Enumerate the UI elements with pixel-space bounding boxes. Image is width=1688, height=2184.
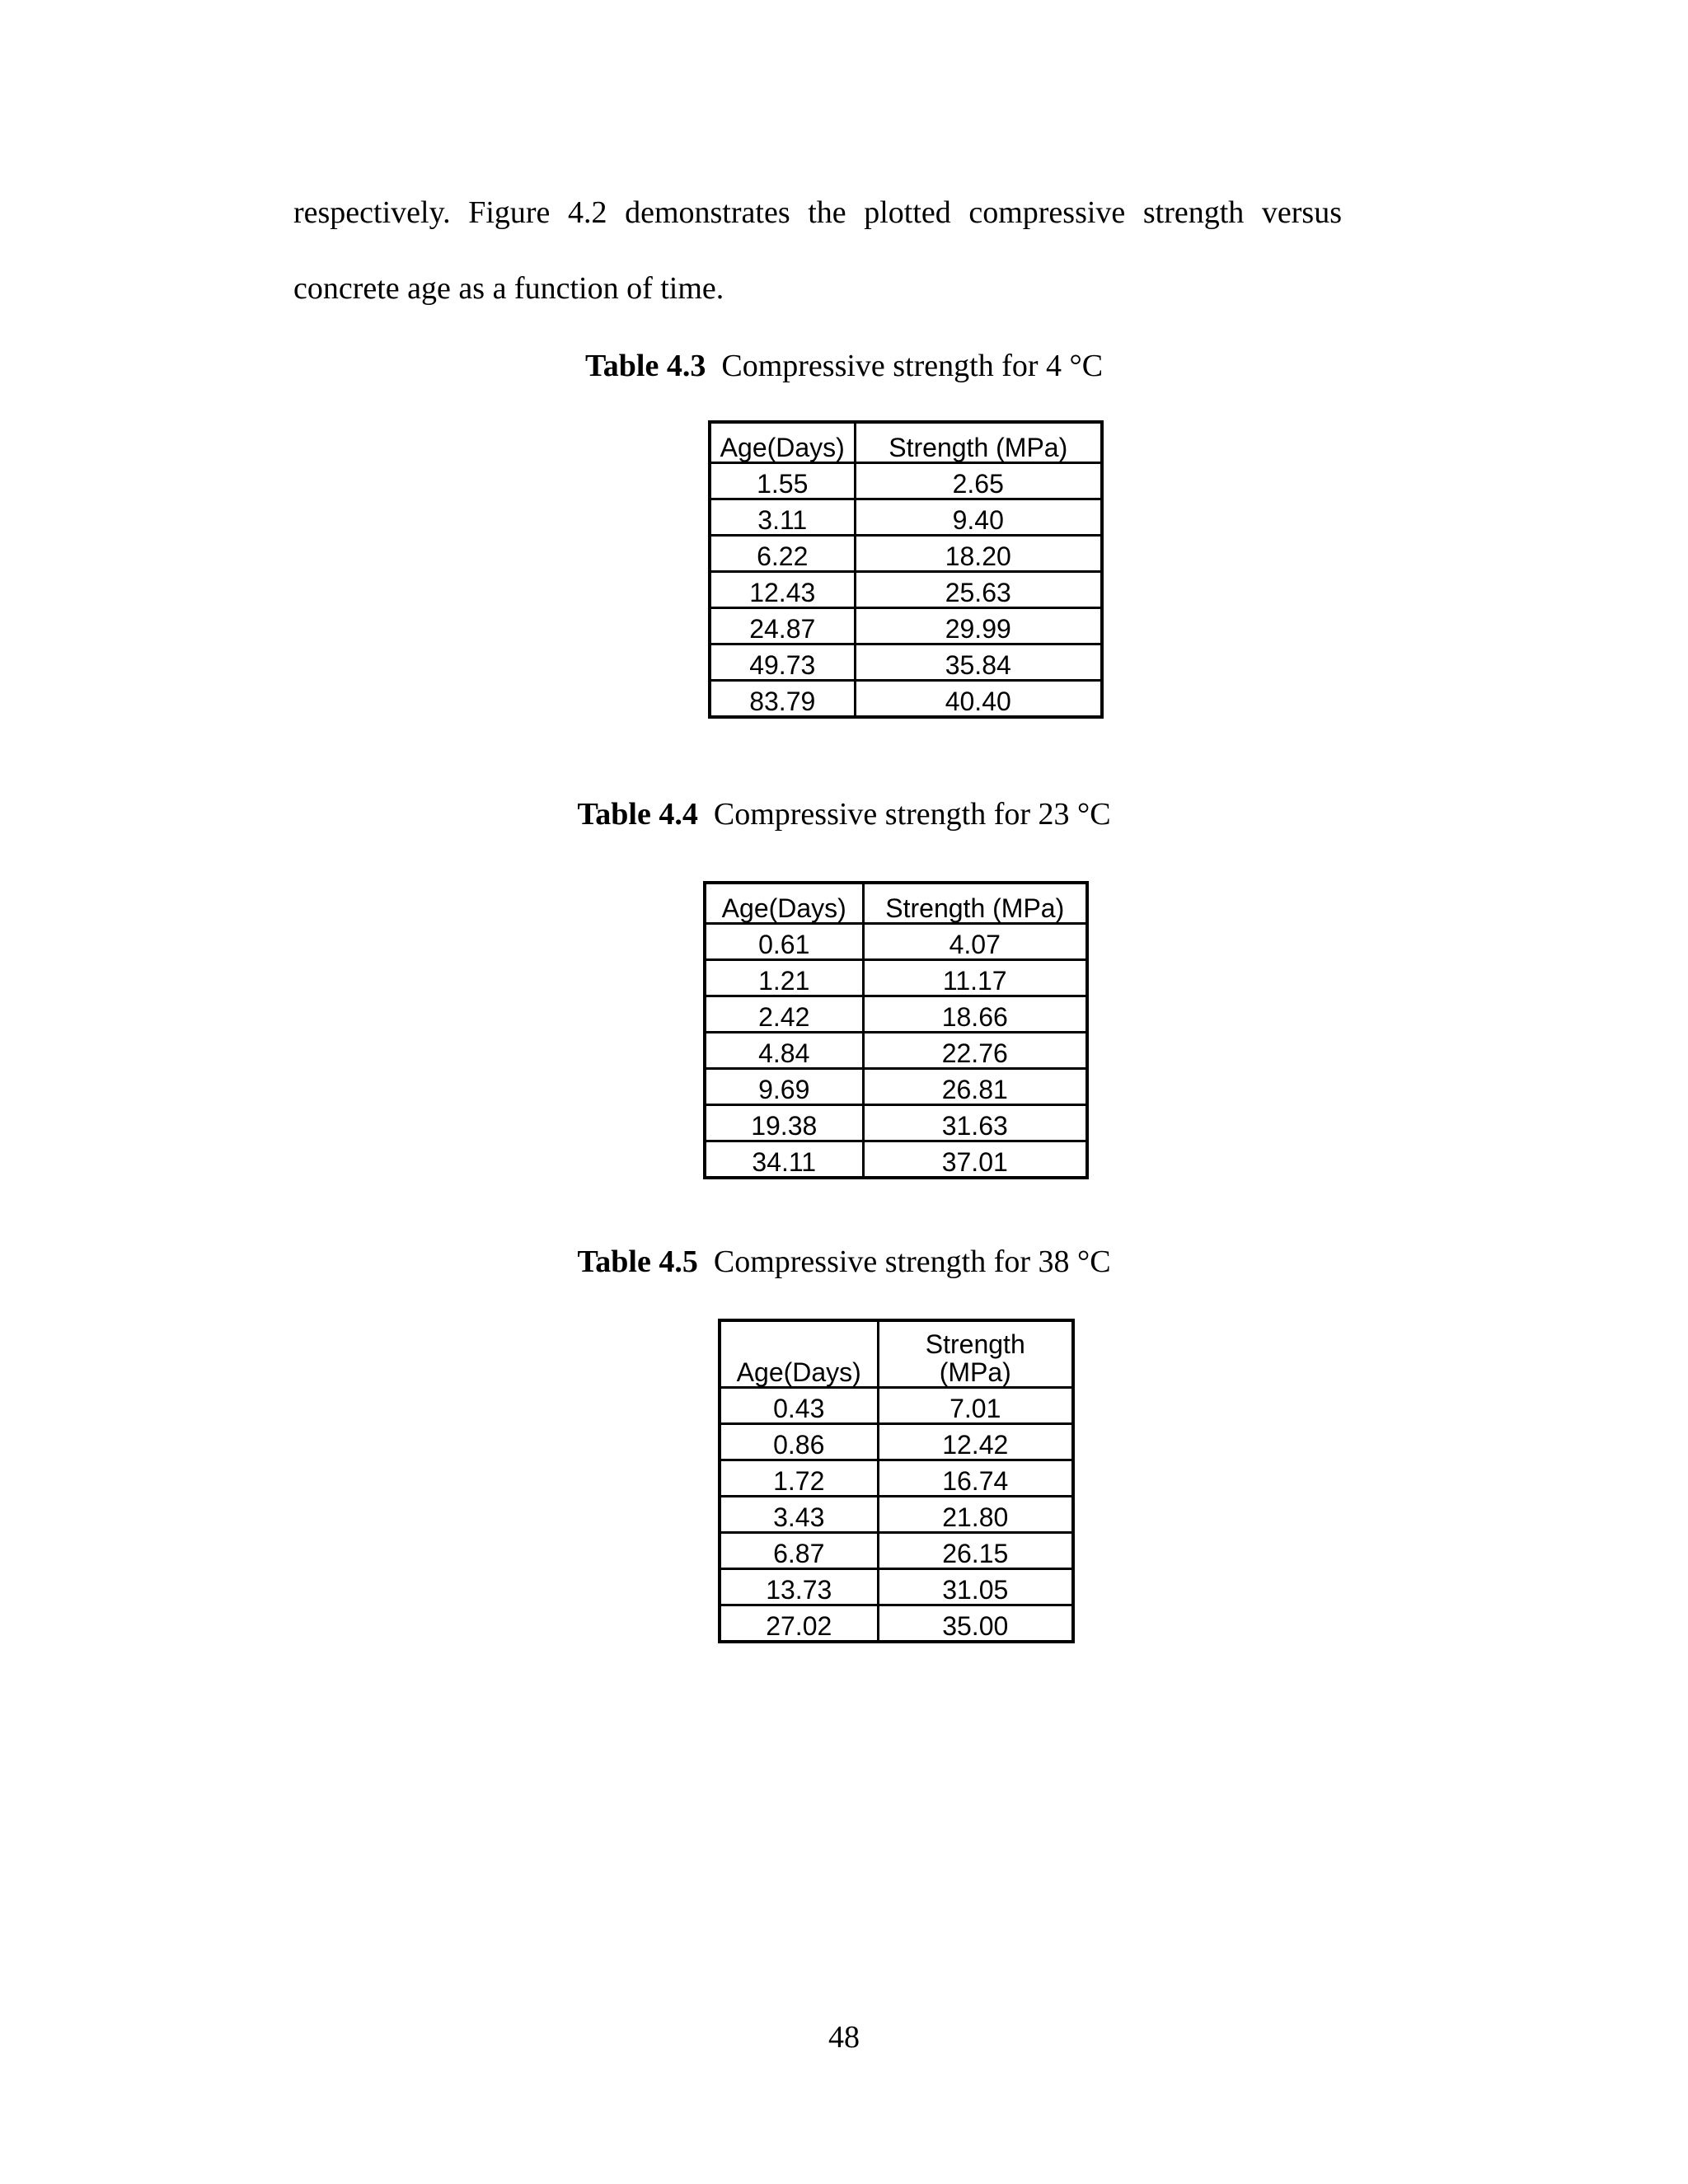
table-row [705, 924, 1087, 960]
table-cell: 0.43 [720, 1388, 878, 1424]
table-caption-text: Compressive strength for 4 °C [721, 349, 1104, 383]
table-cell: 31.63 [863, 1105, 1087, 1141]
table-row [705, 996, 1087, 1033]
table-cell: 11.17 [863, 960, 1087, 996]
table-caption-text: Compressive strength for 38 °C [713, 1244, 1111, 1279]
table-row [720, 1388, 1073, 1424]
table-cell: 6.22 [710, 536, 855, 572]
table-cell: 25.63 [855, 572, 1102, 608]
table-row [705, 1105, 1087, 1141]
table-cell: 1.55 [710, 463, 855, 499]
table-caption-text: Compressive strength for 23 °C [713, 797, 1111, 832]
table-cell: 37.01 [863, 1141, 1087, 1179]
data-table [718, 1319, 1075, 1643]
table-cell: 4.07 [863, 924, 1087, 960]
table-row [710, 681, 1102, 718]
table-header-row [720, 1320, 1073, 1388]
column-header: Strength (MPa) [863, 883, 1087, 924]
table-row [705, 1141, 1087, 1179]
column-header: Age(Days) [720, 1320, 878, 1388]
table-caption-label: Table 4.5 [577, 1244, 698, 1279]
table-row [710, 499, 1102, 536]
table-cell: 18.20 [855, 536, 1102, 572]
table-cell: 9.40 [855, 499, 1102, 536]
table-cell: 21.80 [878, 1497, 1073, 1533]
table-row [710, 463, 1102, 499]
column-header: Strength (MPa) [878, 1320, 1073, 1388]
page-number: 48 [828, 2020, 860, 2055]
table-header-row [710, 422, 1102, 463]
table-cell: 1.72 [720, 1460, 878, 1497]
table-cell: 40.40 [855, 681, 1102, 718]
table-cell: 16.74 [878, 1460, 1073, 1497]
table-header-row [705, 883, 1087, 924]
table-row [705, 1033, 1087, 1069]
table-row [705, 1069, 1087, 1105]
table-cell: 6.87 [720, 1533, 878, 1569]
table-row [720, 1424, 1073, 1460]
table-row [710, 536, 1102, 572]
table-cell: 9.69 [705, 1069, 863, 1105]
table-cell: 35.00 [878, 1605, 1073, 1643]
table-cell: 1.21 [705, 960, 863, 996]
table-cell: 12.43 [710, 572, 855, 608]
table-cell: 24.87 [710, 608, 855, 644]
table-row [720, 1460, 1073, 1497]
table-cell: 35.84 [855, 644, 1102, 681]
table-cell: 29.99 [855, 608, 1102, 644]
table-row [710, 572, 1102, 608]
body-text-line-2: concrete age as a function of time. [293, 271, 724, 306]
table-cell: 27.02 [720, 1605, 878, 1643]
data-table [708, 420, 1104, 719]
table-row [720, 1497, 1073, 1533]
table-cell: 0.86 [720, 1424, 878, 1460]
table-cell: 2.65 [855, 463, 1102, 499]
table-cell: 26.15 [878, 1533, 1073, 1569]
table-row [710, 608, 1102, 644]
table-cell: 4.84 [705, 1033, 863, 1069]
table-caption [0, 348, 1688, 384]
table-cell: 34.11 [705, 1141, 863, 1179]
table-cell: 31.05 [878, 1569, 1073, 1605]
table-cell: 12.42 [878, 1424, 1073, 1460]
table-cell: 3.11 [710, 499, 855, 536]
table-caption-label: Table 4.4 [577, 797, 698, 832]
table-cell: 13.73 [720, 1569, 878, 1605]
table-row [720, 1569, 1073, 1605]
column-header: Strength (MPa) [855, 422, 1102, 463]
table-cell: 3.43 [720, 1497, 878, 1533]
table-row [710, 644, 1102, 681]
table-caption-label: Table 4.3 [584, 349, 706, 383]
table-cell: 26.81 [863, 1069, 1087, 1105]
table-cell: 83.79 [710, 681, 855, 718]
table-row [720, 1605, 1073, 1643]
table-cell: 7.01 [878, 1388, 1073, 1424]
table-cell: 49.73 [710, 644, 855, 681]
table-cell: 2.42 [705, 996, 863, 1033]
table-caption [0, 1244, 1688, 1280]
table-cell: 19.38 [705, 1105, 863, 1141]
data-table [703, 881, 1089, 1179]
table-caption [0, 796, 1688, 832]
table-row [720, 1533, 1073, 1569]
column-header: Age(Days) [710, 422, 855, 463]
body-text-line-1: respectively. Figure 4.2 demonstrates the plotted compressive strength versus [293, 195, 1342, 230]
table-cell: 22.76 [863, 1033, 1087, 1069]
table-cell: 0.61 [705, 924, 863, 960]
table-row [705, 960, 1087, 996]
table-cell: 18.66 [863, 996, 1087, 1033]
column-header: Age(Days) [705, 883, 863, 924]
